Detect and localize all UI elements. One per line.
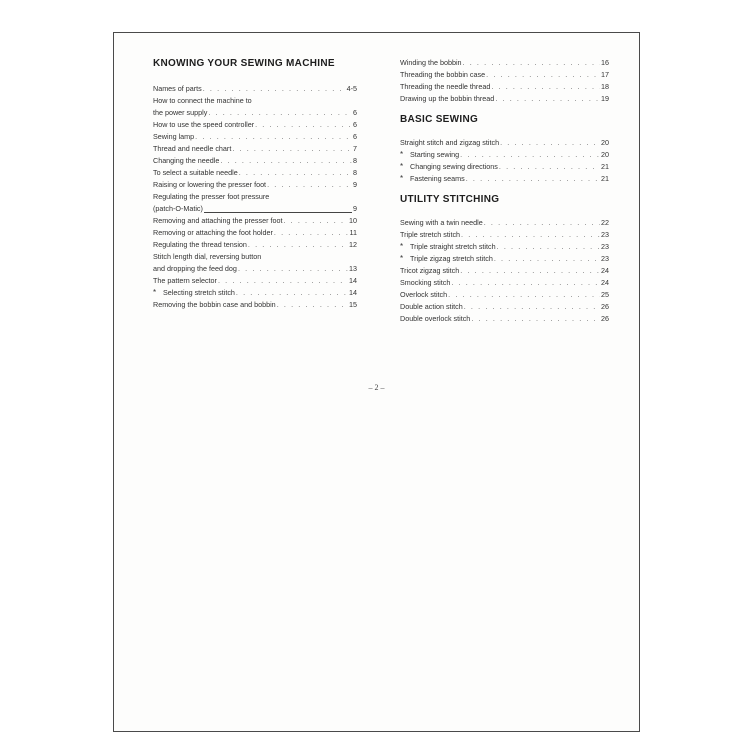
toc-list-basic-sewing: [400, 137, 609, 185]
toc-page-number: 6: [353, 120, 357, 129]
toc-page-number: 23: [601, 242, 609, 251]
toc-leader-rule: [204, 211, 352, 213]
toc-page-number: 24: [601, 266, 609, 275]
toc-entry-title: Selecting stretch stitch: [163, 288, 235, 297]
toc-page-number: 21: [601, 174, 609, 183]
toc-entry: [153, 299, 357, 311]
section-heading-basic-sewing: BASIC SEWING: [400, 114, 479, 125]
toc-leader-dots: [267, 179, 352, 191]
toc-entry: [153, 215, 357, 227]
toc-entry: [153, 167, 357, 179]
toc-page-number: 9: [353, 180, 357, 189]
toc-entry: [153, 83, 357, 95]
toc-entry-title: Straight stitch and zigzag stitch: [400, 138, 500, 147]
toc-page-number: 7: [353, 144, 357, 153]
toc-entry: [400, 149, 609, 161]
toc-entry-title: Overlock stitch: [400, 290, 448, 299]
toc-entry: [153, 251, 357, 263]
toc-entry: [153, 143, 357, 155]
toc-entry: [153, 203, 357, 215]
toc-entry-title: Fastening seams: [410, 174, 465, 183]
toc-page-number: 23: [601, 230, 609, 239]
toc-page-number: 11: [349, 228, 357, 237]
toc-entry: [400, 313, 609, 325]
toc-entry-title: Drawing up the bobbin thread: [400, 94, 495, 103]
toc-entry-title: The pattern selector: [153, 276, 217, 285]
asterisk-bullet: *: [400, 242, 404, 251]
toc-page-number: 15: [349, 300, 357, 309]
toc-entry-title: Changing the needle: [153, 156, 220, 165]
toc-page-number: 4-5: [346, 84, 357, 93]
toc-page-number: 24: [601, 278, 609, 287]
toc-leader-dots: [203, 83, 346, 95]
toc-entry: [153, 107, 357, 119]
toc-entry-title: Stitch length dial, reversing button: [153, 252, 262, 261]
toc-left-column: [153, 57, 357, 311]
toc-entry: [400, 93, 609, 105]
toc-entry-title: Starting sewing: [410, 150, 460, 159]
toc-entry-title: To select a suitable needle: [153, 168, 238, 177]
toc-page-number: 23: [601, 254, 609, 263]
toc-leader-dots: [195, 131, 352, 143]
toc-entry-title: Threading the bobbin case: [400, 70, 486, 79]
toc-leader-dots: [451, 277, 600, 289]
toc-entry-title: Removing the bobbin case and bobbin: [153, 300, 276, 309]
toc-entry-title: Triple stretch stitch: [400, 230, 461, 239]
toc-entry: [153, 191, 357, 203]
toc-page-number: 16: [601, 58, 609, 67]
toc-page-number: 8: [353, 168, 357, 177]
toc-page-number: 22: [601, 218, 609, 227]
toc-leader-dots: [220, 155, 352, 167]
toc-page-number: 12: [349, 240, 357, 249]
toc-leader-dots: [232, 143, 352, 155]
toc-entry: [400, 289, 609, 301]
toc-page-number: 19: [601, 94, 609, 103]
section-heading-knowing-machine: KNOWING YOUR SEWING MACHINE: [153, 58, 335, 69]
toc-leader-dots: [500, 137, 600, 149]
toc-leader-dots: [283, 215, 348, 227]
asterisk-bullet: *: [400, 254, 404, 263]
toc-entry: [400, 277, 609, 289]
asterisk-bullet: *: [400, 150, 404, 159]
toc-leader-dots: [466, 173, 600, 185]
toc-entry-title: Changing sewing directions: [410, 162, 498, 171]
toc-entry: [153, 227, 357, 239]
toc-entry: [400, 137, 609, 149]
toc-entry-title: How to connect the machine to: [153, 96, 252, 105]
toc-entry-title: Double overlock stitch: [400, 314, 471, 323]
toc-entry-title: Names of parts: [153, 84, 202, 93]
toc-leader-dots: [208, 107, 352, 119]
toc-entry-title: Regulating the thread tension: [153, 240, 247, 249]
toc-leader-dots: [484, 217, 600, 229]
toc-page-number: 13: [349, 264, 357, 273]
toc-leader-dots: [277, 299, 348, 311]
asterisk-bullet: *: [400, 174, 404, 183]
toc-leader-dots: [494, 253, 600, 265]
toc-page-number: 6: [353, 108, 357, 117]
toc-leader-dots: [255, 119, 352, 131]
toc-entry: [153, 131, 357, 143]
toc-entry: [400, 217, 609, 229]
toc-entry-title: How to use the speed controller: [153, 120, 255, 129]
toc-page-number: 9: [353, 204, 357, 213]
manual-page: [113, 32, 640, 732]
toc-leader-dots: [460, 265, 600, 277]
toc-entry: [153, 275, 357, 287]
toc-entry-title: Regulating the presser foot pressure: [153, 192, 270, 201]
toc-leader-dots: [461, 229, 600, 241]
toc-entry-title: Tricot zigzag stitch: [400, 266, 460, 275]
toc-entry: [153, 263, 357, 275]
toc-leader-dots: [463, 57, 600, 69]
toc-entry: [153, 179, 357, 191]
toc-list-utility-stitching: [400, 217, 609, 325]
toc-entry-title: Winding the bobbin: [400, 58, 462, 67]
toc-entry-title: Smocking stitch: [400, 278, 451, 287]
toc-list-knowing-machine: [153, 83, 357, 311]
toc-page-number: 20: [601, 138, 609, 147]
page-number: – 2 –: [368, 383, 385, 392]
toc-list-bobbin-threading: [400, 57, 609, 105]
toc-entry-title: and dropping the feed dog: [153, 264, 237, 273]
toc-page-number: 10: [349, 216, 357, 225]
toc-leader-dots: [486, 69, 600, 81]
toc-leader-dots: [495, 93, 600, 105]
toc-entry-title: the power supply: [153, 108, 208, 117]
toc-entry: [400, 57, 609, 69]
toc-page-number: 26: [601, 314, 609, 323]
toc-leader-dots: [274, 227, 349, 239]
toc-page-number: 18: [601, 82, 609, 91]
toc-entry: [400, 69, 609, 81]
toc-entry-title: Removing or attaching the foot holder: [153, 228, 273, 237]
toc-entry-title: Raising or lowering the presser foot: [153, 180, 267, 189]
toc-entry: [153, 287, 357, 299]
toc-entry-title: (patch-O-Matic): [153, 204, 203, 213]
toc-page-number: 21: [601, 162, 609, 171]
asterisk-bullet: *: [153, 288, 157, 297]
toc-entry: [400, 81, 609, 93]
toc-entry: [153, 155, 357, 167]
toc-leader-dots: [248, 239, 348, 251]
toc-page-number: 17: [601, 70, 609, 79]
toc-entry-title: Double action stitch: [400, 302, 463, 311]
section-heading-utility-stitching: UTILITY STITCHING: [400, 194, 500, 205]
asterisk-bullet: *: [400, 162, 404, 171]
toc-leader-dots: [499, 161, 600, 173]
toc-page-number: 14: [349, 288, 357, 297]
toc-entry-title: Triple zigzag stretch stitch: [410, 254, 493, 263]
toc-leader-dots: [236, 287, 348, 299]
toc-leader-dots: [239, 167, 352, 179]
toc-entry: [400, 253, 609, 265]
toc-entry: [400, 241, 609, 253]
toc-entry-title: Thread and needle chart: [153, 144, 232, 153]
toc-entry: [400, 265, 609, 277]
toc-entry-title: Triple straight stretch stitch: [410, 242, 496, 251]
toc-leader-dots: [448, 289, 600, 301]
toc-page-number: 26: [601, 302, 609, 311]
toc-leader-dots: [497, 241, 600, 253]
toc-leader-dots: [471, 313, 600, 325]
toc-entry: [400, 229, 609, 241]
toc-leader-dots: [218, 275, 348, 287]
toc-entry-title: Sewing lamp: [153, 132, 195, 141]
toc-entry: [153, 95, 357, 107]
toc-entry: [153, 119, 357, 131]
toc-entry: [400, 173, 609, 185]
toc-entry: [400, 161, 609, 173]
toc-page-number: 25: [601, 290, 609, 299]
toc-page-number: 6: [353, 132, 357, 141]
toc-right-column: [400, 57, 609, 325]
toc-leader-dots: [491, 81, 600, 93]
toc-leader-dots: [238, 263, 348, 275]
toc-entry: [400, 301, 609, 313]
toc-entry-title: Sewing with a twin needle: [400, 218, 483, 227]
toc-page-number: 14: [349, 276, 357, 285]
toc-entry: [153, 239, 357, 251]
toc-leader-dots: [464, 301, 600, 313]
toc-entry-title: Threading the needle thread: [400, 82, 491, 91]
toc-page-number: 8: [353, 156, 357, 165]
toc-entry-title: Removing and attaching the presser foot: [153, 216, 283, 225]
toc-leader-dots: [460, 149, 600, 161]
toc-page-number: 20: [601, 150, 609, 159]
